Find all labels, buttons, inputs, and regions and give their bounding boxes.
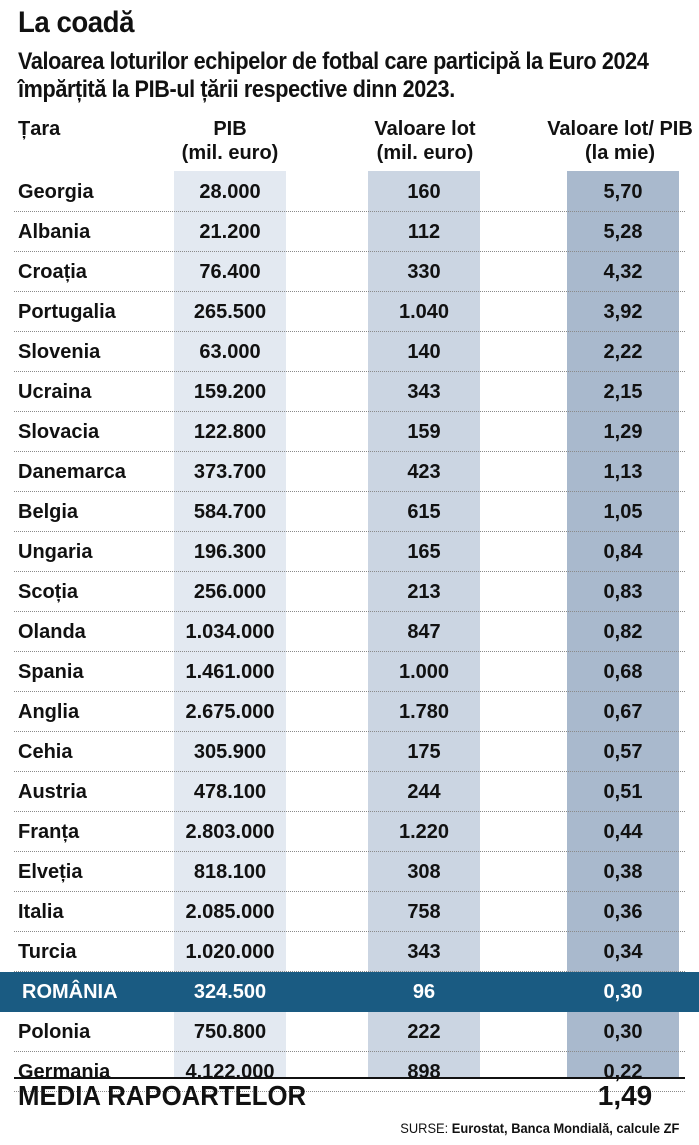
cell-country: Italia bbox=[18, 901, 64, 923]
cell-ratio: 0,51 bbox=[603, 781, 643, 803]
table-row bbox=[0, 692, 699, 732]
cell-ratio: 0,44 bbox=[603, 821, 643, 843]
cell-pib: 122.800 bbox=[193, 421, 267, 443]
cell-country: Albania bbox=[18, 221, 91, 243]
table-row bbox=[0, 572, 699, 612]
header-country: Țara bbox=[18, 118, 61, 140]
subtitle-line-1: Valoarea loturilor echipelor de fotbal care participă la Euro 2024 bbox=[18, 48, 649, 75]
table-row bbox=[0, 772, 699, 812]
cell-country: Spania bbox=[18, 661, 84, 683]
media-label: MEDIA RAPOARTELOR bbox=[18, 1080, 307, 1111]
cell-lot: 222 bbox=[407, 1021, 441, 1043]
cell-country: Georgia bbox=[18, 181, 94, 203]
cell-country: Austria bbox=[18, 781, 87, 803]
cell-ratio: 2,22 bbox=[603, 341, 643, 363]
cell-country: ROMÂNIA bbox=[22, 981, 118, 1003]
cell-lot: 343 bbox=[407, 381, 441, 403]
subtitle-line-2: împărțită la PIB-ul țării respective dinn 2023. bbox=[18, 76, 455, 103]
cell-lot: 330 bbox=[407, 261, 441, 283]
cell-pib: 28.000 bbox=[199, 181, 261, 203]
cell-lot: 1.780 bbox=[398, 701, 450, 723]
cell-pib: 373.700 bbox=[193, 461, 267, 483]
cell-ratio: 0,57 bbox=[603, 741, 643, 763]
table-row bbox=[0, 652, 699, 692]
cell-ratio: 0,30 bbox=[603, 981, 643, 1003]
cell-pib: 76.400 bbox=[199, 261, 261, 283]
table-row bbox=[0, 212, 699, 252]
header-pib-line-1: PIB bbox=[213, 118, 247, 140]
cell-ratio: 0,34 bbox=[603, 941, 643, 963]
cell-pib: 584.700 bbox=[193, 501, 267, 523]
cell-pib: 1.461.000 bbox=[185, 661, 275, 683]
cell-country: Turcia bbox=[18, 941, 77, 963]
cell-ratio: 0,83 bbox=[603, 581, 643, 603]
cell-pib: 265.500 bbox=[193, 301, 267, 323]
cell-pib: 324.500 bbox=[193, 981, 267, 1003]
table-row bbox=[0, 252, 699, 292]
table-row bbox=[0, 812, 699, 852]
cell-country: Scoția bbox=[18, 581, 79, 603]
cell-pib: 1.020.000 bbox=[185, 941, 275, 963]
cell-pib: 2.803.000 bbox=[185, 821, 275, 843]
cell-pib: 4.122.000 bbox=[185, 1061, 275, 1083]
cell-country: Belgia bbox=[18, 501, 79, 523]
table-row bbox=[0, 852, 699, 892]
table-row bbox=[0, 892, 699, 932]
cell-lot: 1.000 bbox=[398, 661, 450, 683]
cell-ratio: 0,82 bbox=[603, 621, 643, 643]
page-title: La coadă bbox=[18, 6, 134, 39]
cell-country: Anglia bbox=[18, 701, 80, 723]
cell-ratio: 0,38 bbox=[603, 861, 643, 883]
source-prefix: SURSE: bbox=[399, 1120, 448, 1136]
cell-lot: 1.220 bbox=[398, 821, 450, 843]
cell-ratio: 0,84 bbox=[603, 541, 643, 563]
cell-ratio: 1,13 bbox=[603, 461, 643, 483]
cell-country: Slovacia bbox=[18, 421, 100, 443]
media-value: 1,49 bbox=[597, 1080, 653, 1111]
cell-lot: 165 bbox=[407, 541, 441, 563]
cell-pib: 2.675.000 bbox=[185, 701, 275, 723]
cell-lot: 96 bbox=[412, 981, 436, 1003]
cell-country: Danemarca bbox=[18, 461, 126, 483]
cell-ratio: 0,22 bbox=[603, 1061, 643, 1083]
cell-pib: 2.085.000 bbox=[185, 901, 275, 923]
table-row bbox=[0, 732, 699, 772]
cell-country: Cehia bbox=[18, 741, 73, 763]
cell-ratio: 5,28 bbox=[603, 221, 643, 243]
cell-country: Slovenia bbox=[18, 341, 101, 363]
header-pib-line-2: (mil. euro) bbox=[181, 142, 279, 164]
cell-country: Elveția bbox=[18, 861, 83, 883]
header-lot-line-1: Valoare lot bbox=[374, 118, 476, 140]
cell-country: Ucraina bbox=[18, 381, 92, 403]
cell-ratio: 3,92 bbox=[603, 301, 643, 323]
cell-lot: 615 bbox=[407, 501, 441, 523]
cell-ratio: 0,36 bbox=[603, 901, 643, 923]
cell-ratio: 0,30 bbox=[603, 1021, 643, 1043]
cell-country: Ungaria bbox=[18, 541, 93, 563]
table-row bbox=[0, 612, 699, 652]
header-ratio-line-1: Valoare lot/ PIB bbox=[547, 118, 693, 140]
cell-lot: 423 bbox=[407, 461, 441, 483]
cell-ratio: 1,29 bbox=[603, 421, 643, 443]
table-row bbox=[0, 372, 699, 412]
cell-lot: 159 bbox=[407, 421, 441, 443]
cell-ratio: 4,32 bbox=[603, 261, 643, 283]
cell-pib: 478.100 bbox=[193, 781, 267, 803]
cell-country: Polonia bbox=[18, 1021, 91, 1043]
cell-lot: 112 bbox=[407, 221, 441, 243]
cell-ratio: 2,15 bbox=[603, 381, 643, 403]
table-row bbox=[0, 932, 699, 972]
cell-lot: 175 bbox=[407, 741, 441, 763]
cell-lot: 140 bbox=[407, 341, 441, 363]
table-row bbox=[0, 1012, 699, 1052]
cell-pib: 159.200 bbox=[193, 381, 267, 403]
table-row bbox=[0, 532, 699, 572]
cell-lot: 213 bbox=[407, 581, 441, 603]
table-row bbox=[0, 172, 699, 212]
cell-pib: 21.200 bbox=[199, 221, 261, 243]
data-table bbox=[0, 172, 699, 1092]
subtitle bbox=[18, 48, 666, 104]
cell-lot: 308 bbox=[407, 861, 441, 883]
header-ratio-line-2: (la mie) bbox=[584, 142, 656, 164]
cell-ratio: 0,67 bbox=[603, 701, 643, 723]
cell-country: Portugalia bbox=[18, 301, 116, 323]
table-row bbox=[0, 292, 699, 332]
cell-pib: 750.800 bbox=[193, 1021, 267, 1043]
table-row bbox=[0, 332, 699, 372]
table-row-highlight bbox=[0, 972, 699, 1012]
cell-country: Franța bbox=[18, 821, 80, 843]
cell-lot: 343 bbox=[407, 941, 441, 963]
cell-pib: 256.000 bbox=[193, 581, 267, 603]
table-row bbox=[0, 412, 699, 452]
header-ratio bbox=[520, 117, 699, 165]
cell-pib: 196.300 bbox=[193, 541, 267, 563]
cell-lot: 1.040 bbox=[398, 301, 450, 323]
cell-ratio: 1,05 bbox=[603, 501, 643, 523]
cell-ratio: 0,68 bbox=[603, 661, 643, 683]
header-pib bbox=[150, 117, 310, 165]
cell-country: Olanda bbox=[18, 621, 86, 643]
cell-lot: 758 bbox=[407, 901, 441, 923]
cell-pib: 818.100 bbox=[193, 861, 267, 883]
cell-lot: 244 bbox=[407, 781, 441, 803]
source-note bbox=[400, 1118, 679, 1138]
cell-lot: 847 bbox=[407, 621, 441, 643]
cell-pib: 63.000 bbox=[199, 341, 261, 363]
cell-country: Croația bbox=[18, 261, 87, 283]
cell-lot: 160 bbox=[407, 181, 441, 203]
cell-pib: 305.900 bbox=[193, 741, 267, 763]
cell-pib: 1.034.000 bbox=[185, 621, 275, 643]
cell-country: Germania bbox=[18, 1061, 111, 1083]
cell-lot: 898 bbox=[407, 1061, 441, 1083]
cell-ratio: 5,70 bbox=[603, 181, 643, 203]
header-lot bbox=[340, 117, 510, 165]
source-text: Eurostat, Banca Mondială, calcule ZF bbox=[451, 1120, 679, 1136]
header-lot-line-2: (mil. euro) bbox=[376, 142, 474, 164]
table-row bbox=[0, 452, 699, 492]
table-row bbox=[0, 492, 699, 532]
